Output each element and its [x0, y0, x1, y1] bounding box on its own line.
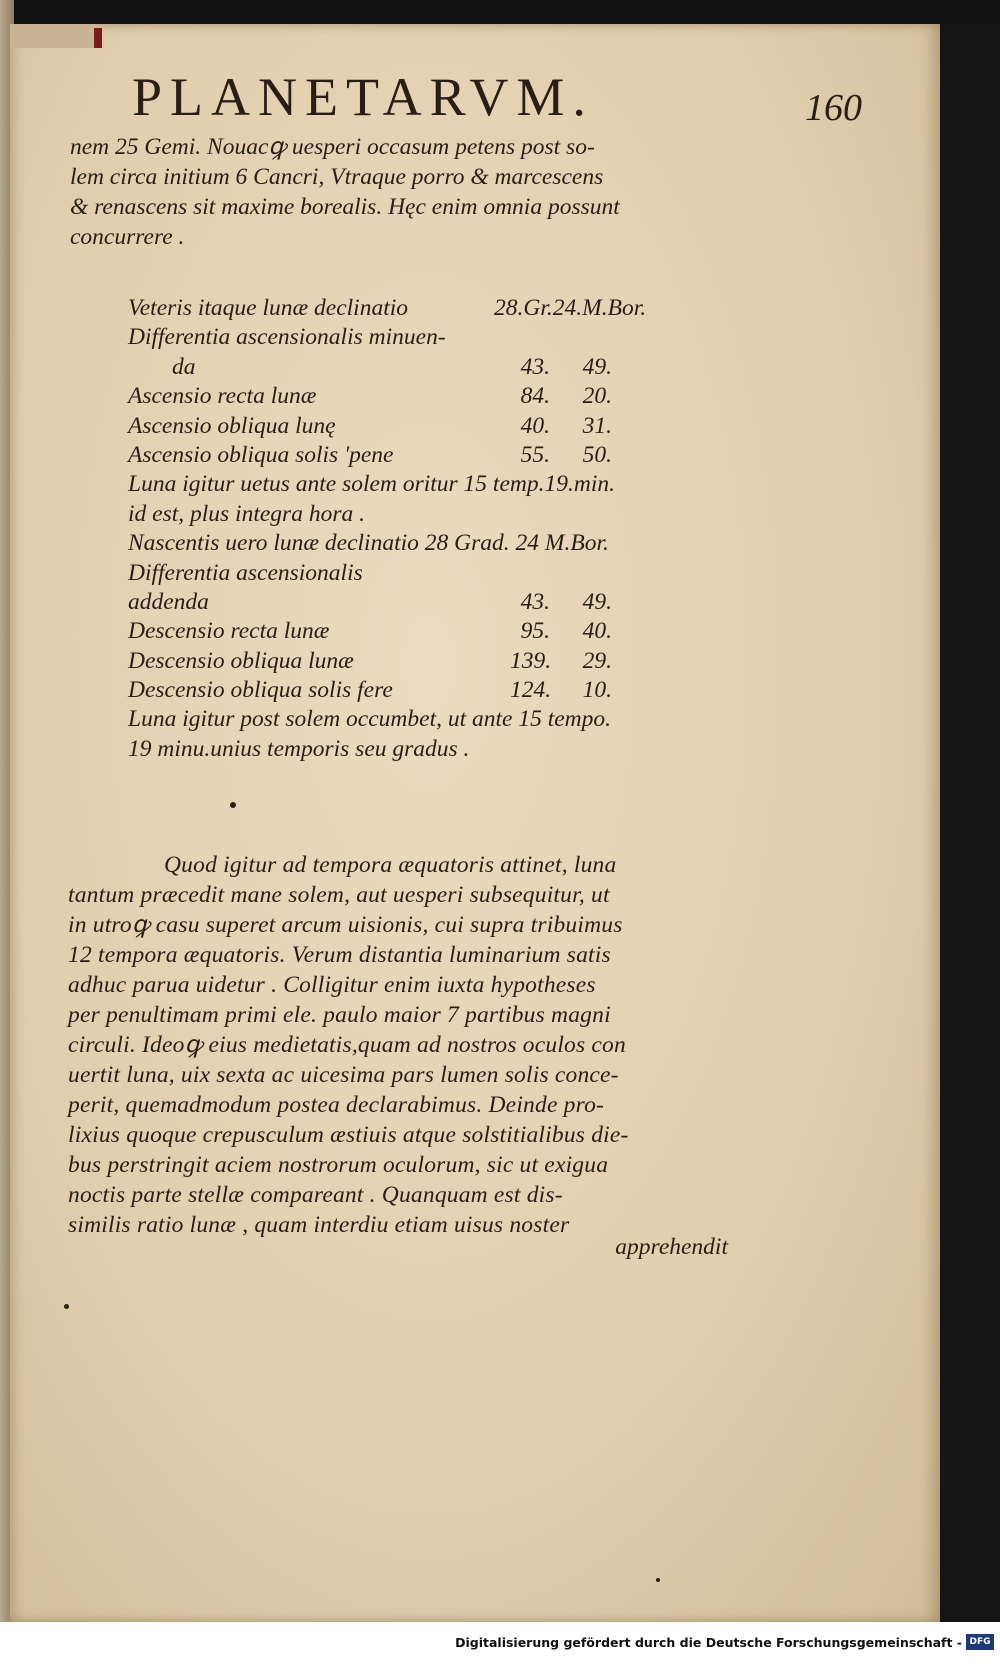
- row-value-minutes: 10.: [582, 677, 612, 704]
- text-line: 12 tempora æquatoris. Verum distantia luminarium satis: [68, 942, 611, 968]
- row-label: Luna igitur post solem occumbet, ut ante 15 tempo.: [128, 706, 612, 733]
- astronomical-table: [128, 294, 768, 764]
- text-line: noctis parte stellæ compareant . Quanquam est dis-: [68, 1182, 563, 1208]
- text-line: concurrere .: [70, 224, 185, 250]
- row-label: Luna igitur uetus ante solem oritur 15 temp.19.min.: [128, 471, 615, 498]
- catchword: apprehendit: [615, 1234, 728, 1260]
- text-line: & renascens sit maxime borealis. Hęc enim omnia possunt: [70, 194, 620, 220]
- main-paragraph: [68, 850, 748, 1240]
- text-line: lem circa initium 6 Cancri, Vtraque porro & marcescens: [70, 164, 604, 190]
- table-row: [128, 617, 768, 646]
- row-value-degrees: 95.: [520, 618, 550, 645]
- table-row: [128, 323, 768, 352]
- row-value-minutes: 49.: [582, 353, 612, 380]
- table-row: [128, 559, 768, 588]
- row-label: Descensio obliqua solis fere: [128, 677, 393, 704]
- ink-speck: [64, 1304, 69, 1309]
- row-value-degrees: 139.: [510, 647, 552, 674]
- row-value-minutes: 31.: [582, 412, 612, 439]
- opening-paragraph: [70, 132, 750, 252]
- text-line: perit, quemadmodum postea declarabimus. Deinde pro-: [68, 1092, 605, 1118]
- table-row: [128, 382, 768, 411]
- row-value-degrees: 43.: [520, 353, 550, 380]
- text-line: Quod igitur ad tempora æquatoris attinet, luna: [164, 852, 617, 878]
- row-value-minutes: 20.: [582, 383, 612, 410]
- row-label: addenda: [128, 588, 209, 615]
- row-value-degrees: 43.: [520, 588, 550, 615]
- row-value-minutes: 40.: [582, 618, 612, 645]
- table-row: [128, 294, 768, 323]
- text-line: in utroꝙ casu superet arcum uisionis, cui supra tribuimus: [68, 912, 623, 938]
- text-line: nem 25 Gemi. Nouacꝙ uesperi occasum petens post so-: [70, 134, 595, 160]
- table-row: [128, 500, 768, 529]
- row-label: Veteris itaque lunæ declinatio: [128, 295, 409, 321]
- row-label: Ascensio obliqua lunę: [128, 412, 336, 439]
- page-tab: [10, 24, 94, 48]
- ink-speck: [656, 1578, 660, 1582]
- text-line: bus perstringit aciem nostrorum oculorum, sic ut exigua: [68, 1152, 609, 1178]
- text-line: lixius quoque crepusculum æstiuis atque solstitialibus die-: [68, 1122, 629, 1148]
- table-row: [128, 735, 768, 764]
- table-row: [128, 529, 768, 558]
- dfg-logo: DFG: [966, 1634, 994, 1650]
- table-row: [128, 470, 768, 499]
- table-row: [128, 441, 768, 470]
- folio-number: 160: [805, 87, 862, 129]
- text-line: similis ratio lunæ , quam interdiu etiam uisus noster: [68, 1212, 570, 1238]
- table-row: [128, 676, 768, 705]
- row-label: Descensio obliqua lunæ: [128, 647, 354, 674]
- text-line: circuli. Ideoꝙ eius medietatis,quam ad nostros oculos con: [68, 1032, 626, 1058]
- row-label: id est, plus integra hora .: [128, 500, 365, 527]
- funding-credit: Digitalisierung gefördert durch die Deutsche Forschungsgemeinschaft -: [455, 1635, 962, 1650]
- running-title: PLANETARVM.: [132, 67, 594, 127]
- book-page: [10, 24, 940, 1622]
- table-row: [128, 412, 768, 441]
- row-value-degrees: 55.: [520, 441, 550, 468]
- row-label: da: [172, 353, 196, 380]
- ribbon-marker: [94, 28, 102, 48]
- table-row: [128, 588, 768, 617]
- text-line: uertit luna, uix sexta ac uicesima pars lumen solis conce-: [68, 1062, 619, 1088]
- row-value-minutes: 50.: [582, 441, 612, 468]
- text-line: per penultimam primi ele. paulo maior 7 partibus magni: [68, 1002, 611, 1028]
- row-label: Differentia ascensionalis: [128, 559, 363, 586]
- row-value-degrees: 84.: [520, 383, 550, 410]
- row-label: 19 minu.unius temporis seu gradus .: [128, 735, 470, 762]
- text-line: adhuc parua uidetur . Colligitur enim iuxta hypotheses: [68, 972, 596, 998]
- table-row: [128, 647, 768, 676]
- row-value-degrees: 40.: [520, 412, 550, 439]
- row-label: Ascensio recta lunæ: [128, 383, 317, 410]
- text-line: tantum præcedit mane solem, aut uesperi subsequitur, ut: [68, 882, 610, 908]
- row-label: Ascensio obliqua solis 'pene: [128, 441, 394, 468]
- row-value-degrees: 124.: [510, 677, 552, 704]
- scan-background: [940, 24, 1000, 1622]
- table-row: [128, 353, 768, 382]
- table-row: [128, 705, 768, 734]
- ink-speck: [230, 802, 236, 808]
- row-value-minutes: 29.: [582, 647, 612, 674]
- digitization-footer: [0, 1622, 1000, 1666]
- row-label: Nascentis uero lunæ declinatio 28 Grad. 24 M.Bor.: [128, 530, 609, 557]
- row-label: Differentia ascensionalis minuen-: [128, 324, 446, 351]
- row-value: 28.Gr.24.M.Bor.: [494, 295, 647, 321]
- row-label: Descensio recta lunæ: [128, 618, 330, 645]
- row-value-minutes: 49.: [582, 588, 612, 615]
